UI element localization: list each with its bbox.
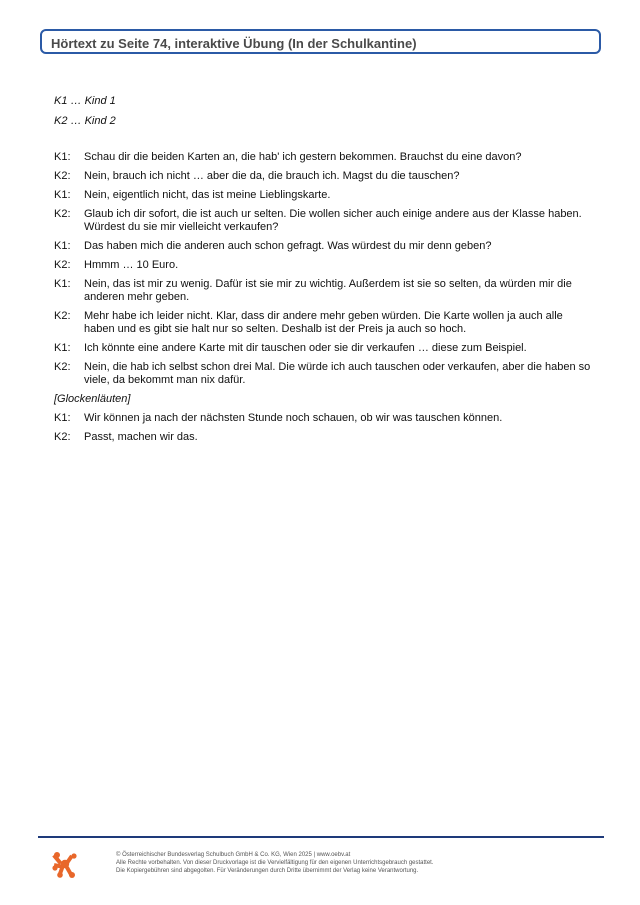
speaker-label: K1: [54, 278, 71, 290]
dialogue-text: Wir können ja nach der nächsten Stunde noch schauen, ob wir was tauschen können. [84, 412, 503, 424]
dialogue-text: Das haben mich die anderen auch schon gefragt. Was würdest du mir denn geben? [84, 240, 492, 252]
title-box [40, 29, 601, 54]
dialogue-line [54, 151, 594, 164]
dialogue-text: Nein, das ist mir zu wenig. Dafür ist sie mir zu wichtig. Außerdem ist sie so selten, da würden mir die anderen mehr geben. [84, 278, 572, 303]
dialogue-text: Nein, eigentlich nicht, das ist meine Lieblingskarte. [84, 189, 331, 201]
dialogue-line [54, 259, 594, 272]
dialogue-line [54, 342, 594, 355]
speaker-label: K1: [54, 342, 71, 354]
dialogue [54, 151, 594, 450]
dialogue-text: Nein, die hab ich selbst schon drei Mal. Die würde ich auch tauschen oder verkaufen, aber die haben so viele, da bekommt man nix dafür. [84, 361, 591, 386]
footer-line: Alle Rechte vorbehalten. Von dieser Druckvorlage ist die Vervielfältigung für den eigenen Unterrichtsgebrauch gestattet. [116, 860, 434, 866]
speaker-label: K2: [54, 361, 71, 373]
footer-divider [38, 836, 604, 838]
speaker-label: K2: [54, 431, 71, 443]
dialogue-line [54, 310, 594, 336]
dialogue-line [54, 361, 594, 387]
footer-line: Die Kopiergebühren sind abgegolten. Für Veränderungen durch Dritte übernimmt der Verlag keine Verantwortung. [116, 868, 419, 874]
speaker-label: K1: [54, 240, 71, 252]
dialogue-line [54, 412, 594, 425]
speaker-label: K1: [54, 412, 71, 424]
dialogue-text: Mehr habe ich leider nicht. Klar, dass dir andere mehr geben würden. Die Karte wollen ja auch alle haben und es gibt sie halt nur so selten. Deshalb ist der Preis ja auch so hoch. [84, 310, 563, 335]
footer-copyright [116, 851, 434, 875]
speaker-label: K2: [54, 208, 71, 220]
dialogue-text: Schau dir die beiden Karten an, die hab' ich gestern bekommen. Brauchst du eine davon? [84, 151, 522, 163]
speaker-label: K1: [54, 151, 71, 163]
dialogue-text: Ich könnte eine andere Karte mit dir tauschen oder sie dir verkaufen … diese zum Beispiel. [84, 342, 527, 354]
dialogue-text: Passt, machen wir das. [84, 431, 198, 443]
page-title: Hörtext zu Seite 74, interaktive Übung (In der Schulkantine) [51, 36, 417, 51]
dialogue-text: Hmmm … 10 Euro. [84, 259, 179, 271]
speaker-label: K2: [54, 170, 71, 182]
footer-line: © Österreichischer Bundesverlag Schulbuch GmbH & Co. KG, Wien 2025 | www.oebv.at [116, 852, 351, 858]
speaker-label: K2: [54, 310, 71, 322]
dialogue-line [54, 431, 594, 444]
speaker-label: K1: [54, 189, 71, 201]
dialogue-line [54, 240, 594, 253]
dialogue-line [54, 170, 594, 183]
legend-item-k2: K2 … Kind 2 [54, 115, 116, 127]
speaker-legend [54, 95, 116, 135]
dialogue-text: Glaub ich dir sofort, die ist auch ur selten. Die wollen sicher auch einige andere aus der Klasse haben. Würdest du sie mir vielleicht verkaufen? [84, 208, 582, 233]
oebv-logo-icon [51, 851, 79, 879]
dialogue-line [54, 278, 594, 304]
dialogue-text: Nein, brauch ich nicht … aber die da, die brauch ich. Magst du die tauschen? [84, 170, 460, 182]
dialogue-line [54, 189, 594, 202]
speaker-label: K2: [54, 259, 71, 271]
legend-item-k1: K1 … Kind 1 [54, 95, 116, 107]
stage-direction: [Glockenläuten] [54, 393, 131, 405]
dialogue-line [54, 208, 594, 234]
